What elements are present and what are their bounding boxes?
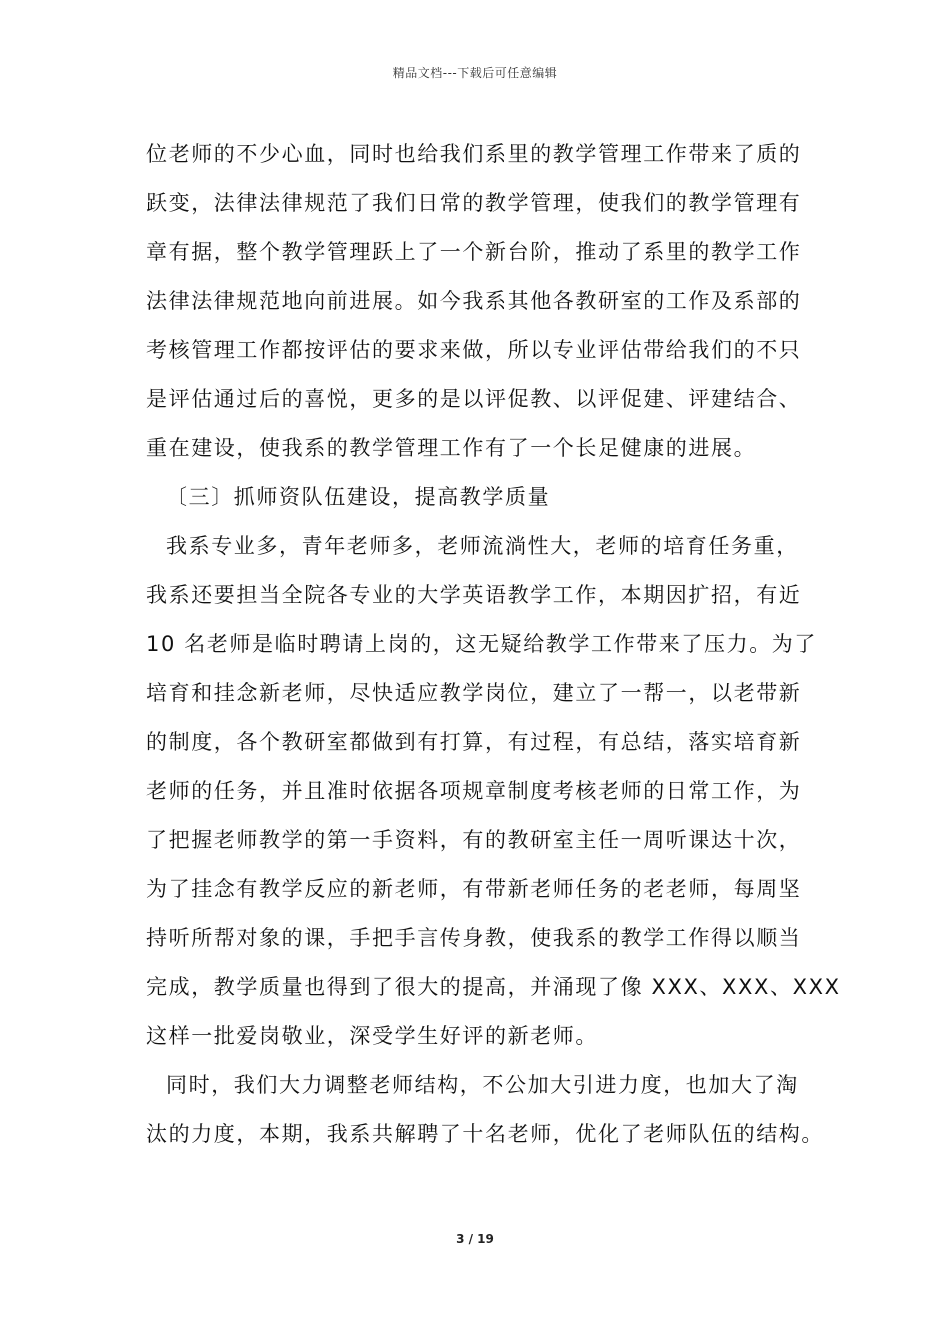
text-line: 位老师的不少心血，同时也给我们系里的教学管理工作带来了质的: [146, 142, 802, 166]
text-line: 这样一批爱岗敬业，深受学生好评的新老师。: [146, 1024, 598, 1048]
text-line: 10 名老师是临时聘请上岗的，这无疑给教学工作带来了压力。为了: [146, 632, 817, 656]
document-body: [146, 130, 841, 1159]
section-heading: 〔三〕抓师资队伍建设，提高教学质量: [166, 485, 551, 509]
page-number: 3 / 19: [456, 1232, 494, 1246]
text-line: 为了挂念有教学反应的新老师，有带新老师任务的老老师，每周坚: [146, 877, 802, 901]
text-line: 培育和挂念新老师，尽快适应教学岗位，建立了一帮一，以老带新: [146, 681, 802, 705]
text-line: 持听所帮对象的课，手把手言传身教，使我系的教学工作得以顺当: [146, 926, 802, 950]
text-line: 跃变，法律法律规范了我们日常的教学管理，使我们的教学管理有: [146, 191, 802, 215]
text-line: 我系专业多，青年老师多，老师流淌性大，老师的培育任务重，: [166, 534, 799, 558]
text-line: 同时，我们大力调整老师结构，不公加大引进力度，也加大了淘: [166, 1073, 799, 1097]
text-line: 考核管理工作都按评估的要求来做，所以专业评估带给我们的不只: [146, 338, 802, 362]
text-line: 我系还要担当全院各专业的大学英语教学工作，本期因扩招，有近: [146, 583, 802, 607]
text-line: 汰的力度，本期，我系共解聘了十名老师，优化了老师队伍的结构。: [146, 1122, 824, 1146]
text-line: 是评估通过后的喜悦，更多的是以评促教、以评促建、评建结合、: [146, 387, 802, 411]
text-line: 重在建设，使我系的教学管理工作有了一个长足健康的进展。: [146, 436, 757, 460]
text-line: 法律法律规范地向前进展。如今我系其他各教研室的工作及系部的: [146, 289, 802, 313]
text-line: 完成，教学质量也得到了很大的提高，并涌现了像 XXX、XXX、XXX: [146, 975, 841, 999]
page-header: 精品文档---下载后可任意编辑: [392, 66, 558, 80]
text-line: 章有据，整个教学管理跃上了一个新台阶，推动了系里的教学工作: [146, 240, 802, 264]
text-line: 了把握老师教学的第一手资料，有的教研室主任一周听课达十次，: [146, 828, 802, 852]
text-line: 老师的任务，并且准时依据各项规章制度考核老师的日常工作，为: [146, 779, 802, 803]
text-line: 的制度，各个教研室都做到有打算，有过程，有总结，落实培育新: [146, 730, 802, 754]
